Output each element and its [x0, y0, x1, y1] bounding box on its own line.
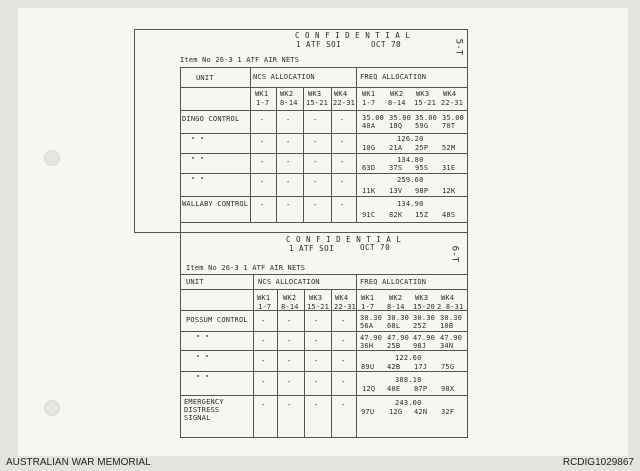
unit-cell: " " [196, 354, 210, 362]
unit-cell: " " [191, 136, 205, 144]
ncs-cell: - [313, 116, 318, 124]
freq-week-label: WK1 [361, 294, 375, 302]
ncs-cell: - [286, 201, 291, 209]
unit-cell: POSSUM CONTROL [186, 316, 248, 324]
freq-week-range: 15-20 [413, 303, 436, 311]
ncs-cell: - [286, 178, 291, 186]
unit-header: UNIT [186, 278, 204, 286]
ncs-cell: - [314, 317, 319, 325]
ncs-cell: - [341, 378, 346, 386]
freq-cell: 15Z [415, 211, 429, 219]
week-range: 1-7 [256, 99, 270, 107]
freq-week-label: WK3 [416, 90, 430, 98]
ncs-cell: - [261, 401, 266, 409]
week-label: WK3 [308, 90, 322, 98]
ncs-cell: - [340, 138, 345, 146]
unit-cell: DINGO CONTROL [182, 115, 240, 123]
ncs-cell: - [287, 357, 292, 365]
ncs-cell: - [286, 138, 291, 146]
ncs-cell: - [286, 116, 291, 124]
ncs-header: NCS ALLOCATION [258, 278, 320, 286]
freq-week-range: 1-7 [362, 99, 376, 107]
ncs-cell: - [313, 178, 318, 186]
soi-label: 1 ATF SOI [296, 40, 342, 49]
freq-cell: 11K [362, 187, 376, 195]
ncs-cell: - [260, 178, 265, 186]
freq-week-range: 8-14 [388, 99, 406, 107]
ncs-cell: - [340, 116, 345, 124]
ncs-cell: - [260, 116, 265, 124]
ncs-cell: - [287, 378, 292, 386]
freq-value: 243.00 [395, 399, 422, 407]
ncs-cell: - [314, 337, 319, 345]
freq-value: 134.90 [397, 200, 424, 208]
freq-cell: 30.30 25Z [413, 314, 436, 330]
ncs-cell: - [313, 158, 318, 166]
unit-cell: " " [196, 374, 210, 382]
item-line: Item No 26-3 1 ATF AIR NETS [186, 264, 306, 272]
ncs-cell: - [314, 357, 319, 365]
freq-cell: 87P [414, 385, 428, 393]
freq-cell: 35.00 18Q [389, 114, 412, 130]
freq-cell: 30.30 56A [360, 314, 383, 330]
freq-cell: 35.00 40A [362, 114, 385, 130]
freq-cell: 35.00 70T [442, 114, 465, 130]
ncs-cell: - [261, 357, 266, 365]
freq-week-range: 15-21 [414, 99, 437, 107]
ncs-cell: - [314, 378, 319, 386]
ncs-cell: - [261, 378, 266, 386]
ncs-cell: - [287, 337, 292, 345]
freq-header: FREQ ALLOCATION [360, 278, 427, 286]
unit-cell: " " [196, 334, 210, 342]
freq-week-label: WK2 [390, 90, 404, 98]
freq-cell: 98P [415, 187, 429, 195]
freq-cell: 32F [441, 408, 455, 416]
record-id: RCDIG1029867 [562, 457, 634, 468]
ncs-cell: - [286, 158, 291, 166]
ncs-cell: - [260, 138, 265, 146]
week-range: 8-14 [280, 99, 298, 107]
punch-hole [44, 150, 60, 166]
freq-cell: 12K [442, 187, 456, 195]
week-range: 1-7 [258, 303, 272, 311]
ncs-cell: - [260, 158, 265, 166]
freq-cell: 97U [361, 408, 375, 416]
item-line: Item No 26-3 1 ATF AIR NETS [180, 56, 300, 64]
freq-week-label: WK4 [443, 90, 457, 98]
confidential-header: C O N F I D E N T I A L [295, 31, 411, 40]
confidential-header: C O N F I D E N T I A L [286, 235, 402, 244]
freq-cell: 63D [362, 164, 376, 172]
unit-cell: WALLABY CONTROL [182, 200, 249, 208]
freq-cell: 47.90 34N [440, 334, 463, 350]
freq-week-label: WK2 [389, 294, 403, 302]
week-range: 22-31 [334, 303, 357, 311]
freq-cell: 21A [389, 144, 403, 152]
ncs-cell: - [341, 401, 346, 409]
freq-week-range: 2 8-31 [437, 303, 464, 311]
freq-value: 259.60 [397, 176, 424, 184]
freq-cell: 42N [414, 408, 428, 416]
ncs-cell: - [261, 317, 266, 325]
page-mark: 5-T [453, 38, 464, 56]
freq-cell: 40E [387, 385, 401, 393]
freq-value: 126.20 [397, 135, 424, 143]
date-label: OCT 70 [360, 243, 391, 252]
unit-cell: " " [191, 176, 205, 184]
freq-value: 122.60 [395, 354, 422, 362]
freq-week-range: 8-14 [387, 303, 405, 311]
freq-cell: 12Q [362, 385, 376, 393]
week-range: 15-21 [306, 99, 329, 107]
week-label: WK2 [280, 90, 294, 98]
freq-cell: 25P [415, 144, 429, 152]
freq-cell: 48S [442, 211, 456, 219]
ncs-cell: - [340, 158, 345, 166]
week-label: WK3 [309, 294, 323, 302]
ncs-cell: - [340, 178, 345, 186]
freq-cell: 82K [389, 211, 403, 219]
week-range: 22-31 [333, 99, 356, 107]
date-label: OCT 70 [371, 40, 402, 49]
freq-cell: 10G [362, 144, 376, 152]
freq-week-range: 22-31 [441, 99, 464, 107]
ncs-cell: - [340, 201, 345, 209]
freq-cell: 47.90 98J [413, 334, 436, 350]
unit-cell: EMERGENCY DISTRESS SIGNAL [184, 398, 224, 422]
archive-credit: AUSTRALIAN WAR MEMORIAL [6, 457, 151, 468]
freq-cell: 37S [389, 164, 403, 172]
week-range: 8-14 [281, 303, 299, 311]
week-label: WK2 [283, 294, 297, 302]
week-label: WK1 [255, 90, 269, 98]
freq-cell: 47.90 36H [360, 334, 383, 350]
week-label: WK4 [335, 294, 349, 302]
ncs-cell: - [341, 357, 346, 365]
ncs-header: NCS ALLOCATION [253, 73, 315, 81]
page-mark: 6-T [449, 245, 460, 263]
ncs-cell: - [313, 138, 318, 146]
freq-cell: 12G [389, 408, 403, 416]
freq-cell: 52M [442, 144, 456, 152]
freq-value: 134.80 [397, 156, 424, 164]
unit-header: UNIT [196, 74, 214, 82]
ncs-cell: - [260, 201, 265, 209]
punch-hole [44, 400, 60, 416]
ncs-cell: - [287, 317, 292, 325]
freq-cell: 89U [361, 363, 375, 371]
freq-cell: 30.30 10B [440, 314, 463, 330]
freq-week-label: WK4 [441, 294, 455, 302]
freq-cell: 91C [362, 211, 376, 219]
freq-cell: 47.90 25B [387, 334, 410, 350]
freq-cell: 98X [441, 385, 455, 393]
freq-cell: 17J [414, 363, 428, 371]
week-range: 15-21 [307, 303, 330, 311]
freq-cell: 31E [442, 164, 456, 172]
freq-value: 388.10 [395, 376, 422, 384]
ncs-cell: - [314, 401, 319, 409]
freq-cell: 30.30 68L [387, 314, 410, 330]
freq-week-label: WK1 [362, 90, 376, 98]
freq-cell: 95S [415, 164, 429, 172]
freq-week-range: 1-7 [361, 303, 375, 311]
freq-week-label: WK3 [415, 294, 429, 302]
freq-cell: 35.00 59G [415, 114, 438, 130]
unit-cell: " " [191, 156, 205, 164]
freq-cell: 13V [389, 187, 403, 195]
ncs-cell: - [341, 317, 346, 325]
ncs-cell: - [287, 401, 292, 409]
week-label: WK4 [334, 90, 348, 98]
ncs-cell: - [261, 337, 266, 345]
freq-header: FREQ ALLOCATION [360, 73, 427, 81]
ncs-cell: - [341, 337, 346, 345]
freq-cell: 75G [441, 363, 455, 371]
week-label: WK1 [257, 294, 271, 302]
freq-cell: 42B [387, 363, 401, 371]
ncs-cell: - [313, 201, 318, 209]
soi-label: 1 ATF SOI [289, 244, 335, 253]
